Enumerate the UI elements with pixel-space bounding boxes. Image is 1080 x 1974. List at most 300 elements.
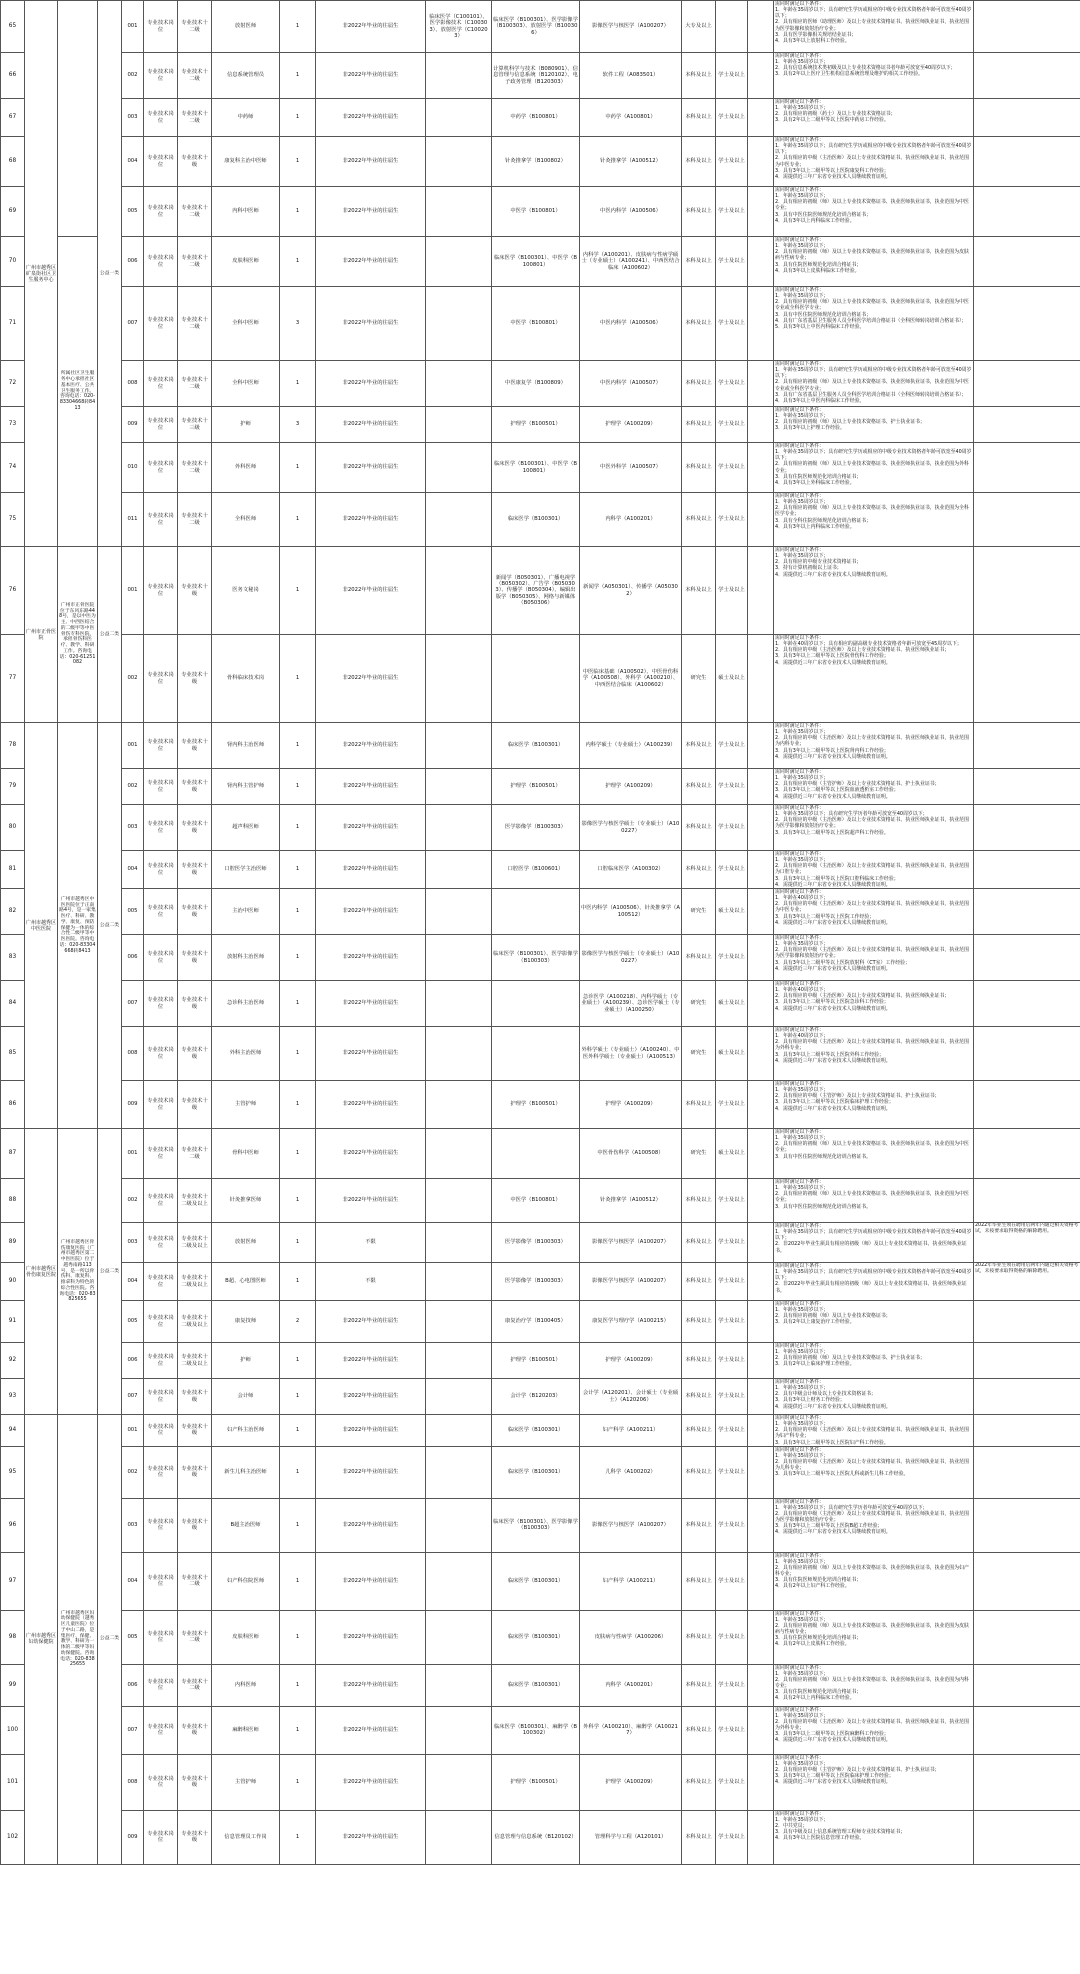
graduate-major-cell: 中医内科学（A100506）	[580, 287, 682, 361]
target-candidates-cell: 非2022年毕业的往届生	[316, 1301, 426, 1343]
row-number-cell: 71	[1, 287, 25, 361]
headcount-cell: 1	[280, 237, 316, 287]
graduate-major-cell: 中医内科学（A100506）、针灸推拿学（A100512）	[580, 889, 682, 935]
table-row	[1, 1301, 1080, 1343]
education-cell: 本科及以上	[682, 805, 716, 851]
post-category-cell: 专业技术岗位	[144, 1446, 178, 1498]
requirements-cell: 需同时满足以下条件： 1．年龄在35周岁以下；具有研究生学历或相应的中级专业技术资格者年龄可放宽至40周岁以下； 2．非2022年毕业生须具有相应的初级（师）及以上专业技术资格证书、执业医师执业证书。	[774, 1263, 974, 1301]
post-name-cell: 超声科医师	[212, 805, 280, 851]
graduate-major-cell: 影像医学与核医学（A100207）	[580, 1263, 682, 1301]
headcount-cell: 1	[280, 851, 316, 889]
post-category-cell: 专业技术岗位	[144, 1415, 178, 1447]
table-row	[1, 187, 1080, 237]
graduate-major-cell: 中医内科学（A100506）	[580, 187, 682, 237]
headcount-cell: 1	[280, 1552, 316, 1610]
post-code-cell: 005	[122, 1301, 144, 1343]
headcount-cell: 1	[280, 1810, 316, 1864]
row-number-cell: 68	[1, 137, 25, 187]
requirements-cell: 需同时满足以下条件： 1．年龄在35周岁以下； 2．具有相应的中级专业技术资格证书； 3．持有计算机初级以上证书； 4．需提供近三年广东省专业技术人员继续教育证明。	[774, 547, 974, 635]
post-name-cell: 放射医师	[212, 1, 280, 53]
row-number-cell: 88	[1, 1179, 25, 1223]
requirements-cell: 需同时满足以下条件： 1．年龄在35周岁以下； 2．具有相应的初级（师）及以上专业技术资格证书、执业医师执业证书，执业范围为中医专业； 3．具有中医住院医师规范化培训合格证书。	[774, 1129, 974, 1179]
requirements-cell: 需同时满足以下条件： 1．年龄在35周岁以下； 2．具有相应的中级（主管护师）及以上专业技术资格证书、护士执业证书； 3．具有3年以上二级甲等以上医院临床护理工作经验； 4．需提供近三年广东省专业技术人员继续教育证明。	[774, 1754, 974, 1810]
undergraduate-major-cell: 护理学（B100501）	[492, 1754, 580, 1810]
row-number-cell: 72	[1, 361, 25, 407]
graduate-major-cell: 内科学（A100201）、皮肤病与性病学硕士（专业硕士）（A100241）、中西医结合临床（A100602）	[580, 237, 682, 287]
headcount-cell: 1	[280, 99, 316, 137]
education-cell: 本科及以上	[682, 851, 716, 889]
post-level-cell: 专业技术十二级	[178, 53, 212, 99]
post-name-cell: 骨科临床技术岗	[212, 635, 280, 723]
row-number-cell: 96	[1, 1498, 25, 1552]
post-category-cell: 专业技术岗位	[144, 53, 178, 99]
graduate-major-cell: 内科学（A100201）	[580, 493, 682, 547]
table-row	[1, 1754, 1080, 1810]
target-candidates-cell: 非2022年毕业的往届生	[316, 287, 426, 361]
post-category-cell: 专业技术岗位	[144, 99, 178, 137]
requirements-cell: 需同时满足以下条件： 1．年龄在35周岁以下； 2．具有相应的中级（主治医师）及以上专业技术资格证书、执业医师执业证书，执业范围为妇产科专业； 3．具有3年以上二级甲等以上医院妇产科工作经验。	[774, 1415, 974, 1447]
post-code-cell: 007	[122, 981, 144, 1027]
spacer-cell	[748, 1027, 774, 1081]
junior-college-major-cell	[426, 1415, 492, 1447]
post-name-cell: 内科医师	[212, 1664, 280, 1706]
post-name-cell: 新生儿科主治医师	[212, 1446, 280, 1498]
post-category-cell: 专业技术岗位	[144, 1754, 178, 1810]
post-category-cell: 专业技术岗位	[144, 443, 178, 493]
post-category-cell: 专业技术岗位	[144, 187, 178, 237]
unit-name-cell: 广州市越秀区妇幼保健院	[25, 1415, 58, 1865]
spacer-cell	[748, 1081, 774, 1129]
table-row	[1, 1415, 1080, 1447]
degree-cell: 学士及以上	[716, 1415, 748, 1447]
remarks-cell	[974, 1301, 1080, 1343]
target-candidates-cell: 非2022年毕业的往届生	[316, 981, 426, 1027]
education-cell: 本科及以上	[682, 1379, 716, 1415]
degree-cell: 学士及以上	[716, 1263, 748, 1301]
post-code-cell: 002	[122, 53, 144, 99]
post-category-cell: 专业技术岗位	[144, 1610, 178, 1664]
requirements-cell: 需同时满足以下条件： 1．年龄在35周岁以下； 2．具有相应的中级（主治医师）及以上专业技术资格证书、执业医师执业证书，执业范围为外科专业； 3．具有3年以上二级甲等以上医院麻醉科工作经验； 4．需提供近三年广东省专业技术人员继续教育证明。	[774, 1706, 974, 1754]
row-number-cell: 80	[1, 805, 25, 851]
graduate-major-cell: 影像医学与核医学硕士（专业硕士）（A100227）	[580, 805, 682, 851]
education-cell: 本科及以上	[682, 1446, 716, 1498]
graduate-major-cell: 中医骨伤科学（A100508）	[580, 1129, 682, 1179]
post-category-cell: 专业技术岗位	[144, 1301, 178, 1343]
undergraduate-major-cell: 临床医学（B100301）	[492, 1610, 580, 1664]
graduate-major-cell: 针灸推拿学（A100512）	[580, 1179, 682, 1223]
spacer-cell	[748, 361, 774, 407]
undergraduate-major-cell: 临床医学（B100301）	[492, 1664, 580, 1706]
target-candidates-cell: 非2022年毕业的往届生	[316, 1664, 426, 1706]
remarks-cell	[974, 493, 1080, 547]
undergraduate-major-cell: 护理学（B100501）	[492, 407, 580, 443]
post-name-cell: 全科中医师	[212, 287, 280, 361]
target-candidates-cell: 非2022年毕业的往届生	[316, 493, 426, 547]
requirements-cell: 需同时满足以下条件： 1．年龄在35周岁以下； 2．具有相应的初级（药士）及以上专业技术资格证书； 3．具有2年以上二级甲等以上医院中药房工作经验。	[774, 99, 974, 137]
headcount-cell: 1	[280, 443, 316, 493]
education-cell: 本科及以上	[682, 99, 716, 137]
spacer-cell	[748, 1664, 774, 1706]
requirements-cell: 需同时满足以下条件： 1．年龄在35周岁以下；具有研究生学历或相应的中级专业技术资格者年龄可放宽至40周岁以下； 2．具有相应的中级（主治医师）及以上专业技术资格证书、执业医师执业证书，执业范围为中医专业； 3．具有3年以上二级甲等以上医院康复科工作经验； 4．需提供近三年广东省专业技术人员继续教育证明。	[774, 137, 974, 187]
education-cell: 本科及以上	[682, 547, 716, 635]
graduate-major-cell: 中医内科学（A100507）	[580, 361, 682, 407]
spacer-cell	[748, 1552, 774, 1610]
undergraduate-major-cell: 临床医学（B100301）、医学影像学（B100303）、放射医学（B100306）	[492, 1, 580, 53]
graduate-major-cell: 管理科学与工程（A120101）	[580, 1810, 682, 1864]
post-category-cell: 专业技术岗位	[144, 407, 178, 443]
degree-cell: 学士及以上	[716, 805, 748, 851]
post-category-cell: 专业技术岗位	[144, 493, 178, 547]
post-name-cell: 骨科中医师	[212, 1129, 280, 1179]
row-number-cell: 76	[1, 547, 25, 635]
degree-cell: 学士及以上	[716, 99, 748, 137]
undergraduate-major-cell: 新闻学（B050301）、广播电视学（B050302）、广告学（B050303）、传播学（B050304）、编辑出版学（B050305）、网络与新媒体（B050306）	[492, 547, 580, 635]
requirements-cell: 需同时满足以下条件： 1．年龄在35周岁以下； 2．具有相应的初级（师）及以上专业技术资格证书、执业医师执业证书，执业范围为中医专业或全科医学专业； 3．具有中医住院医师规范化培训合格证书； 4．具有广东省基层卫生服务人员全科医学培训合格证书（全科医师转岗培训合格证书）； 5．具有3年以上中医内科临床工作经验。	[774, 287, 974, 361]
spacer-cell	[748, 1129, 774, 1179]
headcount-cell: 1	[280, 1610, 316, 1664]
headcount-cell: 1	[280, 547, 316, 635]
degree-cell: 学士及以上	[716, 1498, 748, 1552]
education-cell: 本科及以上	[682, 1263, 716, 1301]
headcount-cell: 1	[280, 1081, 316, 1129]
target-candidates-cell: 非2022年毕业的往届生	[316, 361, 426, 407]
junior-college-major-cell	[426, 981, 492, 1027]
spacer-cell	[748, 1, 774, 53]
target-candidates-cell: 非2022年毕业的往届生	[316, 53, 426, 99]
requirements-cell: 需同时满足以下条件： 1．年龄在35周岁以下； 2．具有相应的中级（主治医师）及以上专业技术资格证书、执业医师执业证书，执业范围为内科专业； 3．具有3年以上二级甲等以上医院肾内科工作经验； 4．需提供近三年广东省专业技术人员继续教育证明。	[774, 723, 974, 769]
spacer-cell	[748, 443, 774, 493]
undergraduate-major-cell	[492, 1027, 580, 1081]
row-number-cell: 81	[1, 851, 25, 889]
requirements-cell: 需同时满足以下条件： 1．年龄在35周岁以下； 2．具有相应的初级（师）及以上专业技术资格证书、护士执业证书； 3．具有2年以上临床护理工作经验。	[774, 1343, 974, 1379]
table-row	[1, 1610, 1080, 1664]
education-cell: 研究生	[682, 981, 716, 1027]
junior-college-major-cell	[426, 1610, 492, 1664]
post-name-cell: 主管护师	[212, 1754, 280, 1810]
education-cell: 本科及以上	[682, 493, 716, 547]
table-row	[1, 1, 1080, 53]
unit-desc-cell	[58, 1, 98, 237]
post-name-cell: 信息管理员工作岗	[212, 1810, 280, 1864]
headcount-cell: 1	[280, 981, 316, 1027]
education-cell: 本科及以上	[682, 1610, 716, 1664]
spacer-cell	[748, 1415, 774, 1447]
undergraduate-major-cell: 护理学（B100501）	[492, 1343, 580, 1379]
graduate-major-cell: 外科学（A100210）、麻醉学（A100217）	[580, 1706, 682, 1754]
post-name-cell: 皮肤科医师	[212, 237, 280, 287]
post-name-cell: 康复科主治中医师	[212, 137, 280, 187]
unit-desc-cell: 广州市越秀区妇幼保健院（越秀区儿童医院）位于中山二路，是集医疗、保健、教学、科研为一体的二级甲等妇幼保健院。咨询电话：020-83825655	[58, 1415, 98, 1865]
table-row	[1, 889, 1080, 935]
degree-cell: 学士及以上	[716, 1446, 748, 1498]
remarks-cell	[974, 443, 1080, 493]
target-candidates-cell: 非2022年毕业的往届生	[316, 635, 426, 723]
undergraduate-major-cell: 临床医学（B100301）	[492, 493, 580, 547]
graduate-major-cell: 针灸推拿学（A100512）	[580, 137, 682, 187]
post-category-cell: 专业技术岗位	[144, 1179, 178, 1223]
target-candidates-cell: 非2022年毕业的往届生	[316, 1610, 426, 1664]
table-row	[1, 851, 1080, 889]
education-cell: 本科及以上	[682, 187, 716, 237]
undergraduate-major-cell: 临床医学（B100301）	[492, 1446, 580, 1498]
degree-cell: 学士及以上	[716, 187, 748, 237]
junior-college-major-cell	[426, 1179, 492, 1223]
row-number-cell: 66	[1, 53, 25, 99]
headcount-cell: 1	[280, 53, 316, 99]
post-code-cell: 003	[122, 1223, 144, 1263]
requirements-cell: 需同时满足以下条件： 1．年龄在35周岁以下；具有研究生学历者年龄可放宽至40周岁以下； 2．具有相应的中级（主治医师）及以上专业技术资格证书、执业医师执业证书，执业范围为医学影像和放射治疗专业； 3．具有3年以上二级甲等以上医院超声科工作经验。	[774, 805, 974, 851]
remarks-cell	[974, 723, 1080, 769]
post-code-cell: 006	[122, 237, 144, 287]
undergraduate-major-cell: 针灸推拿学（B100802）	[492, 137, 580, 187]
row-number-cell: 67	[1, 99, 25, 137]
post-category-cell: 专业技术岗位	[144, 1343, 178, 1379]
table-body	[1, 1, 1080, 1865]
remarks-cell	[974, 1415, 1080, 1447]
education-cell: 本科及以上	[682, 1552, 716, 1610]
remarks-cell	[974, 187, 1080, 237]
target-candidates-cell: 不限	[316, 1263, 426, 1301]
post-code-cell: 001	[122, 723, 144, 769]
post-code-cell: 007	[122, 287, 144, 361]
table-row	[1, 1343, 1080, 1379]
post-code-cell: 002	[122, 635, 144, 723]
junior-college-major-cell	[426, 723, 492, 769]
table-row	[1, 493, 1080, 547]
graduate-major-cell: 儿科学（A100202）	[580, 1446, 682, 1498]
post-code-cell: 006	[122, 1664, 144, 1706]
post-category-cell: 专业技术岗位	[144, 635, 178, 723]
requirements-cell: 需同时满足以下条件： 1．年龄在35周岁以下；具有研究生学历或相应的中级专业技术资格者年龄可放宽至40周岁以下； 2．非2022年毕业生须具有相应的初级（师）及以上专业技术资格证书、执业医师执业证书。	[774, 1223, 974, 1263]
requirements-cell: 需同时满足以下条件： 1．年龄在40周岁以下； 2．具有相应的中级（主治医师）及以上专业技术资格证书、执业医师执业证书； 3．具有3年以上二级甲等以上医院急诊科工作经验； 4．需提供近三年广东省专业技术人员继续教育证明。	[774, 981, 974, 1027]
unit-desc-cell: 所属社区卫生服务中心承担社区基本医疗、公共卫生服务工作。咨询电话：020-83304668转8413	[58, 237, 98, 547]
education-cell: 研究生	[682, 889, 716, 935]
requirements-cell: 需同时满足以下条件： 1．年龄在35周岁以下；具有研究生学历或相应的中级专业技术资格者年龄可放宽至40周岁以下； 2．具有相应的初级（师）及以上专业技术资格证书、执业医师执业证书，执业范围为外科专业； 3．具有住院医师规范化培训合格证书； 4．具有3年以上外科临床工作经验。	[774, 443, 974, 493]
post-category-cell: 专业技术岗位	[144, 1498, 178, 1552]
headcount-cell: 1	[280, 1664, 316, 1706]
undergraduate-major-cell: 临床医学（B100301）	[492, 723, 580, 769]
target-candidates-cell: 非2022年毕业的往届生	[316, 443, 426, 493]
graduate-major-cell: 影像医学与核医学硕士（专业硕士）（A100227）	[580, 935, 682, 981]
requirements-cell: 需同时满足以下条件： 1．年龄在35周岁以下； 2．具有相应的中级（主管护师）及以上专业技术资格证书、护士执业证书； 3．具有3年以上二级甲等以上医院临床护理工作经验； 4．需提供近三年广东省专业技术人员继续教育证明。	[774, 1081, 974, 1129]
requirements-cell: 需同时满足以下条件： 1．年龄在35周岁以下； 2．具有相应的初级（师）及以上专业技术资格证书、执业医师执业证书，执业范围为皮肤病与性病专业； 3．具有住院医师规范化培训合格证书； 4．具有2年以上皮肤科工作经验。	[774, 1610, 974, 1664]
junior-college-major-cell	[426, 851, 492, 889]
education-cell: 本科及以上	[682, 723, 716, 769]
table-row	[1, 1081, 1080, 1129]
table-row	[1, 547, 1080, 635]
post-level-cell: 专业技术十二级及以上	[178, 1263, 212, 1301]
row-number-cell: 84	[1, 981, 25, 1027]
requirements-cell: 需同时满足以下条件： 1．年龄在35周岁以下； 2．具有信息系统技术类初级及以上专业技术资格证书者年龄可放宽至40周岁以下； 3．具有2年以上医疗卫生机构信息系统管理及维护的相关工作经验。	[774, 53, 974, 99]
headcount-cell: 1	[280, 493, 316, 547]
post-code-cell: 005	[122, 1610, 144, 1664]
post-level-cell: 专业技术十级	[178, 1415, 212, 1447]
post-name-cell: 麻醉科医师	[212, 1706, 280, 1754]
target-candidates-cell: 非2022年毕业的往届生	[316, 851, 426, 889]
post-level-cell: 专业技术十级	[178, 635, 212, 723]
junior-college-major-cell	[426, 53, 492, 99]
table-row	[1, 1664, 1080, 1706]
headcount-cell: 1	[280, 1129, 316, 1179]
junior-college-major-cell	[426, 1446, 492, 1498]
target-candidates-cell: 非2022年毕业的往届生	[316, 1706, 426, 1754]
post-level-cell: 专业技术十级	[178, 935, 212, 981]
post-name-cell: 针灸推拿医师	[212, 1179, 280, 1223]
degree-cell: 学士及以上	[716, 723, 748, 769]
degree-cell: 学士及以上	[716, 493, 748, 547]
table-row	[1, 1552, 1080, 1610]
post-category-cell: 专业技术岗位	[144, 1379, 178, 1415]
headcount-cell: 3	[280, 287, 316, 361]
spacer-cell	[748, 99, 774, 137]
post-category-cell: 专业技术岗位	[144, 1263, 178, 1301]
headcount-cell: 1	[280, 1, 316, 53]
undergraduate-major-cell: 口腔医学（B100601）	[492, 851, 580, 889]
post-level-cell: 专业技术十级	[178, 769, 212, 805]
spacer-cell	[748, 237, 774, 287]
remarks-cell	[974, 1610, 1080, 1664]
table-row	[1, 137, 1080, 187]
spacer-cell	[748, 1379, 774, 1415]
graduate-major-cell: 影像医学与核医学（A100207）	[580, 1498, 682, 1552]
table-row	[1, 1810, 1080, 1864]
requirements-cell: 需同时满足以下条件： 1．年龄在35周岁以下； 2．具有相应的初级（师）及以上专业技术资格证书、护士执业证书； 3．具有3年以上护理工作经验。	[774, 407, 974, 443]
remarks-cell	[974, 889, 1080, 935]
junior-college-major-cell	[426, 493, 492, 547]
degree-cell: 硕士及以上	[716, 889, 748, 935]
remarks-cell	[974, 805, 1080, 851]
requirements-cell: 需同时满足以下条件： 1．年龄在35周岁以下； 2．具有相应的中级（主管护师）及以上专业技术资格证书、护士执业证书； 3．具有3年以上二级甲等以上医院血液透析室工作经验； 4．需提供近三年广东省专业技术人员继续教育证明。	[774, 769, 974, 805]
post-level-cell: 专业技术十级	[178, 1081, 212, 1129]
post-category-cell: 专业技术岗位	[144, 287, 178, 361]
spacer-cell	[748, 851, 774, 889]
remarks-cell	[974, 547, 1080, 635]
undergraduate-major-cell: 临床医学（B100301）	[492, 1415, 580, 1447]
remarks-cell	[974, 237, 1080, 287]
post-category-cell: 专业技术岗位	[144, 547, 178, 635]
post-name-cell: 肾内科主治医师	[212, 723, 280, 769]
spacer-cell	[748, 1263, 774, 1301]
graduate-major-cell: 软件工程（A083501）	[580, 53, 682, 99]
headcount-cell: 1	[280, 137, 316, 187]
table-row	[1, 769, 1080, 805]
row-number-cell: 78	[1, 723, 25, 769]
requirements-cell: 需同时满足以下条件： 1．年龄在35周岁以下；具有研究生学历者年龄可放宽至40周岁以下； 2．具有相应的中级（主治医师）及以上专业技术资格证书、执业医师执业证书，执业范围为医学影像和放射治疗专业； 3．具有3年以上二级甲等以上医院B超工作经验； 4．需提供近三年广东省专业技术人员继续教育证明。	[774, 1498, 974, 1552]
degree-cell: 学士及以上	[716, 851, 748, 889]
post-code-cell: 005	[122, 187, 144, 237]
row-number-cell: 79	[1, 769, 25, 805]
post-name-cell: 康复技师	[212, 1301, 280, 1343]
junior-college-major-cell	[426, 889, 492, 935]
spacer-cell	[748, 493, 774, 547]
spacer-cell	[748, 1223, 774, 1263]
remarks-cell	[974, 635, 1080, 723]
education-cell: 本科及以上	[682, 443, 716, 493]
undergraduate-major-cell: 临床医学（B100301）、医学影像学（B100303）	[492, 935, 580, 981]
post-name-cell: 信息系统管理员	[212, 53, 280, 99]
row-number-cell: 100	[1, 1706, 25, 1754]
undergraduate-major-cell: 信息管理与信息系统（B120102）	[492, 1810, 580, 1864]
table-row	[1, 287, 1080, 361]
table-row	[1, 1129, 1080, 1179]
unit-name-cell: 广州市越秀区骨伤康复医院	[25, 1129, 58, 1415]
requirements-cell: 需同时满足以下条件： 1．年龄在35周岁以下； 2．具有相应的初级（师）及以上专业技术资格证书； 3．具有2年以上康复治疗工作经验。	[774, 1301, 974, 1343]
degree-cell: 学士及以上	[716, 769, 748, 805]
row-number-cell: 90	[1, 1263, 25, 1301]
row-number-cell: 85	[1, 1027, 25, 1081]
row-number-cell: 92	[1, 1343, 25, 1379]
requirements-cell: 需同时满足以下条件： 1．年龄在35周岁以下； 2．具有相应的中级（主治医师）及以上专业技术资格证书、执业医师执业证书，执业范围为医学影像和放射治疗专业； 3．具有3年以上二级甲等以上医院放射科（CT室）工作经验； 4．需提供近三年广东省专业技术人员继续教育证明。	[774, 935, 974, 981]
table-row	[1, 1027, 1080, 1081]
post-level-cell: 专业技术十二级	[178, 1552, 212, 1610]
post-code-cell: 001	[122, 1129, 144, 1179]
junior-college-major-cell	[426, 769, 492, 805]
degree-cell: 学士及以上	[716, 1610, 748, 1664]
post-level-cell: 专业技术十二级	[178, 99, 212, 137]
target-candidates-cell: 非2022年毕业的往届生	[316, 723, 426, 769]
education-cell: 本科及以上	[682, 53, 716, 99]
remarks-cell	[974, 1552, 1080, 1610]
education-cell: 本科及以上	[682, 1223, 716, 1263]
requirements-cell: 需同时满足以下条件： 1．年龄在35周岁以下；具有研究生学历或相应的中级专业技术资格者年龄可放宽至40周岁以下； 2．具有相应的医师（助理医师）及以上专业技术资格证书、执业医师执业证书，执业范围为医学影像和放射治疗专业； 3．具有医学影像相关规培结业证书； 4．具有3年以上放射科工作经验。	[774, 1, 974, 53]
post-level-cell: 专业技术十级	[178, 889, 212, 935]
post-level-cell: 专业技术十级	[178, 1498, 212, 1552]
requirements-cell: 需同时满足以下条件： 1．年龄在40周岁以下； 2．具有相应的中级（主治医师）及以上专业技术资格证书、执业医师执业证书，执业范围为中医专业； 3．具有3年以上二级甲等以上医院工作经验； 4．需提供近三年广东省专业技术人员继续教育证明。	[774, 889, 974, 935]
post-name-cell: 主治中医师	[212, 889, 280, 935]
junior-college-major-cell	[426, 547, 492, 635]
table-row	[1, 407, 1080, 443]
post-name-cell: B超主治医师	[212, 1498, 280, 1552]
post-code-cell: 006	[122, 1343, 144, 1379]
undergraduate-major-cell: 医学影像学（B100303）	[492, 1263, 580, 1301]
junior-college-major-cell	[426, 1129, 492, 1179]
junior-college-major-cell	[426, 137, 492, 187]
junior-college-major-cell	[426, 187, 492, 237]
spacer-cell	[748, 981, 774, 1027]
row-number-cell: 65	[1, 1, 25, 53]
target-candidates-cell: 非2022年毕业的往届生	[316, 1446, 426, 1498]
post-category-cell: 专业技术岗位	[144, 1810, 178, 1864]
table-row	[1, 1498, 1080, 1552]
row-number-cell: 98	[1, 1610, 25, 1664]
spacer-cell	[748, 137, 774, 187]
post-code-cell: 007	[122, 1706, 144, 1754]
junior-college-major-cell	[426, 1263, 492, 1301]
undergraduate-major-cell: 医学影像学（B100303）	[492, 805, 580, 851]
post-category-cell: 专业技术岗位	[144, 1664, 178, 1706]
education-cell: 本科及以上	[682, 1664, 716, 1706]
table-row	[1, 1223, 1080, 1263]
degree-cell: 学士及以上	[716, 1081, 748, 1129]
row-number-cell: 97	[1, 1552, 25, 1610]
junior-college-major-cell	[426, 287, 492, 361]
headcount-cell: 2	[280, 1301, 316, 1343]
post-code-cell: 003	[122, 1498, 144, 1552]
table-row	[1, 935, 1080, 981]
undergraduate-major-cell: 临床医学（B100301）	[492, 1552, 580, 1610]
graduate-major-cell: 口腔临床医学（A100302）	[580, 851, 682, 889]
degree-cell: 学士及以上	[716, 137, 748, 187]
requirements-cell: 需同时满足以下条件： 1．年龄在35周岁以下； 2．具有相应的初级（师）及以上专业技术资格证书、执业医师执业证书，执业范围为中医专业； 3．具有中医住院医师规范化培训合格证书。	[774, 1179, 974, 1223]
graduate-major-cell: 妇产科学（A100211）	[580, 1415, 682, 1447]
post-level-cell: 专业技术十三级	[178, 407, 212, 443]
post-code-cell: 006	[122, 935, 144, 981]
junior-college-major-cell	[426, 99, 492, 137]
remarks-cell	[974, 287, 1080, 361]
graduate-major-cell: 外科学硕士（专业硕士）（A100240）、中医外科学硕士（专业硕士）（A100513）	[580, 1027, 682, 1081]
undergraduate-major-cell: 中药学（B100801）	[492, 99, 580, 137]
education-cell: 本科及以上	[682, 1810, 716, 1864]
